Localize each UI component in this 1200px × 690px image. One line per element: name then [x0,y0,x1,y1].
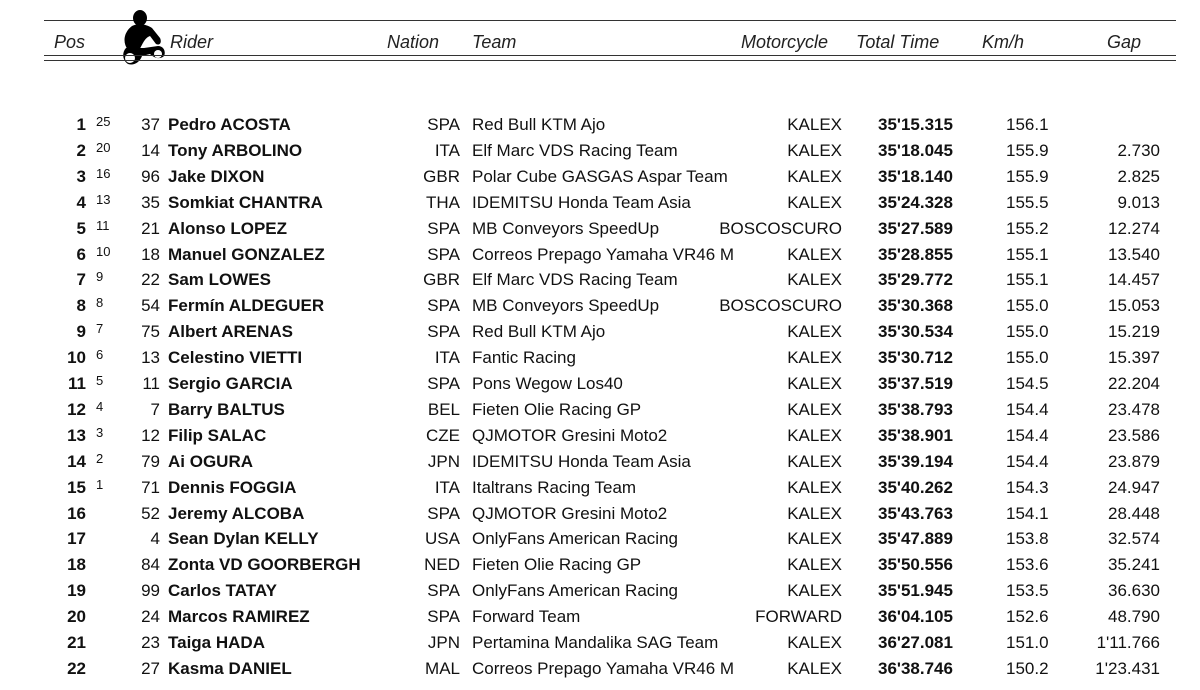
cell-speed-kmh: 155.2 [1006,218,1049,238]
cell-team: Italtrans Racing Team [472,477,637,497]
cell-position: 22 [67,658,86,678]
cell-position: 13 [67,425,86,445]
table-row [0,475,1200,501]
column-header-gap: Gap [1107,32,1142,52]
column-header-team: Team [472,32,517,52]
cell-total-time: 35'27.589 [878,218,953,238]
cell-speed-kmh: 155.0 [1006,296,1049,316]
cell-position: 11 [68,374,86,393]
cell-position: 5 [76,218,86,238]
cell-motorcycle: KALEX [787,658,842,678]
cell-rider-number: 71 [141,477,160,497]
cell-nation: ITA [434,348,460,368]
results-header [0,0,1200,70]
motorcycle-rider-icon [116,8,168,68]
cell-rider-number: 18 [141,244,160,264]
column-header-nation: Nation [387,32,440,52]
cell-nation: SPA [427,218,460,238]
cell-nation: ITA [434,477,460,497]
cell-rider-name: Kasma DANIEL [168,658,292,678]
cell-rider-name: Ai OGURA [168,451,253,471]
cell-total-time: 35'38.793 [878,399,953,419]
cell-total-time: 35'37.519 [878,374,953,393]
table-row [0,552,1200,578]
header-top-rule [44,20,1176,21]
cell-speed-kmh: 153.6 [1006,555,1049,575]
table-row [0,578,1200,604]
cell-motorcycle: FORWARD [755,607,842,627]
cell-position: 18 [67,555,86,575]
cell-speed-kmh: 152.6 [1006,607,1049,627]
cell-position: 17 [67,529,86,549]
column-header-pos: Pos [54,32,86,52]
table-row [0,319,1200,345]
cell-position: 14 [67,451,86,471]
cell-motorcycle: KALEX [787,503,842,523]
cell-total-time: 36'38.746 [878,658,953,678]
cell-position: 10 [67,348,86,368]
cell-motorcycle: KALEX [787,633,842,652]
cell-speed-kmh: 150.2 [1006,658,1049,678]
cell-position: 2 [76,140,86,160]
cell-gap: 1'11.766 [1096,633,1160,652]
cell-rider-name: Marcos RAMIREZ [168,607,310,627]
cell-points: 7 [96,321,104,337]
cell-motorcycle: KALEX [787,348,842,368]
cell-motorcycle: KALEX [787,529,842,549]
cell-nation: SPA [427,322,460,342]
cell-team: Elf Marc VDS Racing Team [472,140,678,160]
cell-team: Polar Cube GASGAS Aspar Team [472,166,728,186]
cell-rider-number: 75 [141,322,160,342]
table-row [0,190,1200,216]
table-row [0,293,1200,319]
cell-gap: 23.586 [1108,425,1160,445]
cell-total-time: 35'18.045 [878,140,953,160]
cell-team: Forward Team [472,607,581,627]
cell-motorcycle: BOSCOSCURO [719,218,842,238]
cell-speed-kmh: 156.1 [1006,115,1049,134]
cell-rider-name: Alonso LOPEZ [168,218,287,238]
cell-total-time: 35'40.262 [878,477,953,497]
cell-rider-name: Carlos TATAY [168,581,277,601]
cell-speed-kmh: 154.4 [1006,425,1049,445]
cell-rider-name: Jake DIXON [168,166,265,186]
cell-rider-name: Jeremy ALCOBA [168,503,305,523]
cell-rider-number: 27 [141,658,160,678]
cell-gap: 13.540 [1108,244,1160,264]
cell-team: Fantic Racing [472,348,576,368]
cell-motorcycle: KALEX [787,477,842,497]
cell-rider-name: Dennis FOGGIA [168,477,297,497]
cell-team: Fieten Olie Racing GP [472,399,642,419]
cell-nation: JPN [427,451,460,471]
cell-speed-kmh: 155.0 [1006,348,1049,368]
cell-motorcycle: KALEX [787,192,842,212]
table-row [0,449,1200,475]
cell-total-time: 36'04.105 [878,607,953,627]
cell-nation: SPA [427,296,460,316]
cell-rider-name: Barry BALTUS [168,399,285,419]
cell-position: 15 [67,477,86,497]
cell-gap: 14.457 [1108,270,1160,290]
cell-team: Correos Prepago Yamaha VR46 M [472,658,735,678]
cell-gap: 24.947 [1108,477,1160,497]
cell-motorcycle: KALEX [787,322,842,342]
cell-rider-name: Pedro ACOSTA [168,115,291,134]
table-row [0,371,1200,397]
cell-total-time: 35'47.889 [878,529,953,549]
table-row [0,216,1200,242]
cell-total-time: 35'28.855 [878,244,953,264]
cell-total-time: 35'39.194 [878,451,953,471]
cell-rider-number: 35 [141,192,160,212]
table-row [0,423,1200,449]
cell-speed-kmh: 154.1 [1006,503,1049,523]
cell-rider-number: 14 [141,140,160,160]
cell-rider-number: 7 [150,399,160,419]
cell-team: Elf Marc VDS Racing Team [472,270,678,290]
cell-motorcycle: KALEX [787,425,842,445]
cell-points: 6 [96,347,104,363]
cell-gap: 15.053 [1108,296,1160,316]
cell-speed-kmh: 153.5 [1006,581,1049,601]
cell-team: Red Bull KTM Ajo [472,115,606,134]
cell-position: 4 [76,192,86,212]
table-row [0,164,1200,190]
cell-motorcycle: KALEX [787,581,842,601]
cell-gap: 2.825 [1117,166,1160,186]
cell-rider-number: 4 [150,529,160,549]
cell-gap: 35.241 [1108,555,1160,575]
table-row [0,267,1200,293]
header-bottom-rule-2 [44,60,1176,61]
cell-total-time: 35'43.763 [878,503,953,523]
cell-gap: 15.397 [1108,348,1160,368]
cell-speed-kmh: 151.0 [1006,633,1049,652]
cell-rider-name: Tony ARBOLINO [168,140,303,160]
cell-team: Correos Prepago Yamaha VR46 M [472,244,735,264]
cell-rider-name: Somkiat CHANTRA [168,192,323,212]
cell-total-time: 35'24.328 [878,192,953,212]
cell-speed-kmh: 155.1 [1006,244,1049,264]
cell-rider-number: 13 [141,348,160,368]
cell-total-time: 35'30.534 [878,322,953,342]
cell-team: Red Bull KTM Ajo [472,322,606,342]
cell-position: 3 [76,166,86,186]
cell-nation: SPA [427,503,460,523]
cell-speed-kmh: 155.0 [1006,322,1049,342]
cell-nation: GBR [423,166,460,186]
table-row [0,604,1200,630]
cell-total-time: 36'27.081 [878,633,953,652]
cell-rider-number: 37 [141,115,160,134]
cell-gap: 9.013 [1117,192,1160,212]
cell-nation: SPA [427,374,460,393]
cell-nation: SPA [427,115,460,134]
cell-rider-number: 22 [141,270,160,290]
cell-points: 9 [96,269,104,285]
cell-gap: 28.448 [1108,503,1160,523]
header-bottom-rule [44,55,1176,56]
cell-total-time: 35'51.945 [878,581,953,601]
cell-rider-name: Zonta VD GOORBERGH [168,555,361,575]
cell-speed-kmh: 155.1 [1006,270,1049,290]
cell-rider-number: 99 [141,581,160,601]
cell-points: 10 [96,243,111,259]
table-row [0,242,1200,268]
cell-gap: 15.219 [1108,322,1160,342]
cell-rider-name: Sergio GARCIA [168,374,293,393]
cell-rider-number: 12 [141,425,160,445]
cell-points: 13 [96,191,111,207]
cell-motorcycle: KALEX [787,115,842,134]
cell-points: 3 [96,424,104,440]
column-header-rider: Rider [170,32,214,52]
table-row [0,501,1200,527]
cell-team: Pons Wegow Los40 [472,374,623,393]
cell-total-time: 35'29.772 [878,270,953,290]
cell-gap: 23.879 [1108,451,1160,471]
cell-nation: CZE [426,425,460,445]
cell-rider-number: 84 [141,555,160,575]
cell-points: 8 [96,295,104,311]
table-row [0,345,1200,371]
cell-team: OnlyFans American Racing [472,529,678,549]
cell-team: Pertamina Mandalika SAG Team [472,633,719,652]
cell-speed-kmh: 154.4 [1006,399,1049,419]
table-row [0,397,1200,423]
cell-points: 25 [96,114,111,129]
cell-rider-name: Sean Dylan KELLY [168,529,319,549]
cell-nation: JPN [427,633,460,652]
cell-rider-name: Manuel GONZALEZ [168,244,325,264]
cell-total-time: 35'30.368 [878,296,953,316]
cell-speed-kmh: 155.5 [1006,192,1049,212]
cell-motorcycle: KALEX [787,555,842,575]
table-row [0,656,1200,682]
cell-position: 21 [67,633,86,652]
cell-team: MB Conveyors SpeedUp [472,218,660,238]
cell-total-time: 35'15.315 [878,115,953,134]
cell-points: 11 [96,217,110,233]
cell-points: 4 [96,398,104,414]
cell-motorcycle: KALEX [787,451,842,471]
cell-motorcycle: KALEX [787,270,842,290]
cell-rider-name: Albert ARENAS [168,322,293,342]
cell-position: 12 [67,399,86,419]
cell-rider-number: 21 [141,218,160,238]
cell-nation: THA [426,192,460,212]
cell-motorcycle: KALEX [787,244,842,264]
cell-motorcycle: KALEX [787,166,842,186]
cell-team: MB Conveyors SpeedUp [472,296,660,316]
cell-rider-name: Taiga HADA [168,633,265,652]
cell-team: IDEMITSU Honda Team Asia [472,192,691,212]
cell-nation: SPA [427,607,460,627]
cell-speed-kmh: 154.4 [1006,451,1049,471]
cell-nation: ITA [434,140,460,160]
cell-rider-number: 96 [141,166,160,186]
cell-motorcycle: KALEX [787,399,842,419]
column-header-kmh: Km/h [982,32,1025,52]
cell-gap: 23.478 [1108,399,1160,419]
cell-speed-kmh: 155.9 [1006,166,1049,186]
table-row [0,526,1200,552]
cell-points: 20 [96,139,111,155]
cell-position: 8 [76,296,86,316]
cell-speed-kmh: 155.9 [1006,140,1049,160]
cell-position: 19 [67,581,86,601]
cell-position: 7 [76,270,86,290]
cell-position: 6 [76,244,86,264]
cell-rider-name: Fermín ALDEGUER [168,296,325,316]
cell-team: Fieten Olie Racing GP [472,555,642,575]
cell-motorcycle: BOSCOSCURO [719,296,842,316]
column-header-total-time: Total Time [856,32,940,52]
cell-points: 16 [96,165,111,181]
cell-total-time: 35'50.556 [878,555,953,575]
cell-speed-kmh: 154.3 [1006,477,1049,497]
cell-position: 20 [67,607,86,627]
cell-rider-number: 24 [141,607,160,627]
cell-rider-number: 79 [141,451,160,471]
cell-gap: 32.574 [1108,529,1160,549]
cell-motorcycle: KALEX [787,374,842,393]
cell-gap: 22.204 [1108,374,1160,393]
cell-total-time: 35'18.140 [878,166,953,186]
cell-rider-number: 52 [141,503,160,523]
cell-speed-kmh: 153.8 [1006,529,1049,549]
cell-rider-number: 11 [142,374,160,393]
cell-nation: NED [424,555,460,575]
cell-gap: 36.630 [1108,581,1160,601]
cell-rider-number: 54 [141,296,160,316]
cell-team: QJMOTOR Gresini Moto2 [472,503,668,523]
cell-nation: BEL [427,399,460,419]
cell-nation: SPA [427,581,460,601]
cell-gap: 1'23.431 [1095,658,1160,678]
cell-motorcycle: KALEX [787,140,842,160]
cell-gap: 48.790 [1108,607,1160,627]
cell-rider-name: Filip SALAC [168,425,267,445]
cell-points: 2 [96,450,104,466]
cell-rider-name: Celestino VIETTI [168,348,303,368]
cell-nation: MAL [425,658,460,678]
table-row [0,112,1200,138]
cell-position: 1 [76,115,86,134]
cell-nation: SPA [427,244,460,264]
cell-rider-number: 23 [141,633,160,652]
cell-total-time: 35'38.901 [878,425,953,445]
cell-team: QJMOTOR Gresini Moto2 [472,425,668,445]
cell-gap: 2.730 [1117,140,1160,160]
cell-team: IDEMITSU Honda Team Asia [472,451,691,471]
cell-gap: 12.274 [1108,218,1160,238]
cell-position: 16 [67,503,86,523]
cell-position: 9 [76,322,86,342]
column-header-motorcycle: Motorcycle [741,32,829,52]
cell-points: 1 [96,476,104,492]
cell-points: 5 [96,373,104,388]
cell-total-time: 35'30.712 [878,348,953,368]
table-row [0,138,1200,164]
cell-nation: GBR [423,270,460,290]
table-row [0,630,1200,656]
cell-speed-kmh: 154.5 [1006,374,1049,393]
cell-nation: USA [425,529,460,549]
cell-rider-name: Sam LOWES [168,270,271,290]
cell-team: OnlyFans American Racing [472,581,678,601]
